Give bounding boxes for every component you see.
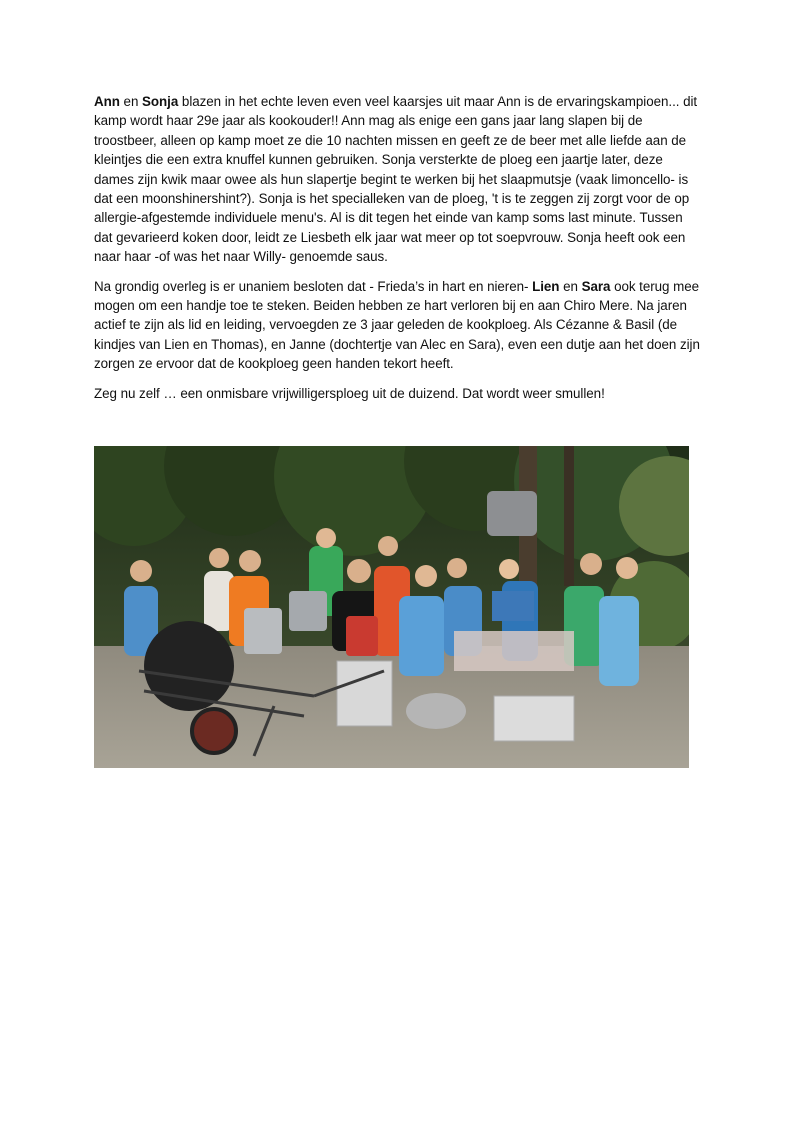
paragraph-cooks-ann-sonja — [94, 92, 702, 267]
paragraph-cooks-lien-sara — [94, 277, 702, 374]
bold-name: Lien — [532, 278, 560, 294]
text-run: en — [559, 278, 582, 294]
text-run: Na grondig overleg is er unaniem besloten dat - Frieda’s in hart en nieren- — [94, 278, 533, 294]
document-body — [94, 92, 702, 413]
text-run: ook terug mee mogen om een handje toe te steken. Beiden hebben ze hart verloren bij en aan Chiro Mere. Na jaren actief te zijn als lid en leiding, vervoegden ze 3 jaar geleden de kookploeg. Als Cézanne & Basil (de kindjes van Lien en Thomas), en Janne (dochtertje van Alec en Sara), even een dutje aan het doen zijn zorgen ze ervoor dat de kookploeg geen handen tekort heeft. — [94, 278, 700, 372]
text-run: Zeg nu zelf … een onmisbare vrijwilligersploeg uit de duizend. Dat wordt weer smullen! — [94, 385, 605, 401]
bold-name: Sara — [581, 278, 611, 294]
group-photo — [94, 446, 689, 768]
bold-name: Sonja — [142, 94, 179, 109]
text-run: blazen in het echte leven even veel kaarsjes uit maar Ann is de ervaringskampioen... dit kamp wordt haar 29e jaar als kookouder!! Ann mag als enige een gans jaar lang slapen bij de troostbeer, alleen op kamp moet ze die 10 nachten missen en geeft ze de beer met alle liefde aan de kleintjes die een extra knuffel kunnen gebruiken. Sonja versterkte de ploeg een jaartje later, deze dames zijn kwik maar owee als hun slapertje begint te werken bij het slaapmutsje (vaak limoncello- is dat een moonshinershint?). Sonja is het specialleken van de ploeg, 't is te zeggen zij zorgt voor de op allergie-afgestemde individuele menu's. Al is dit tegen het einde van kamp soms last minute. Tussen dat gevarieerd koken door, leidt ze Liesbeth elk jaar wat meer op tot soepvrouw. Sonja heeft ook een naar haar -of was het naar Willy- genoemde saus. — [94, 94, 698, 265]
bold-name: Ann — [94, 94, 120, 109]
text-run: en — [119, 94, 143, 109]
paragraph-closing — [94, 384, 702, 403]
